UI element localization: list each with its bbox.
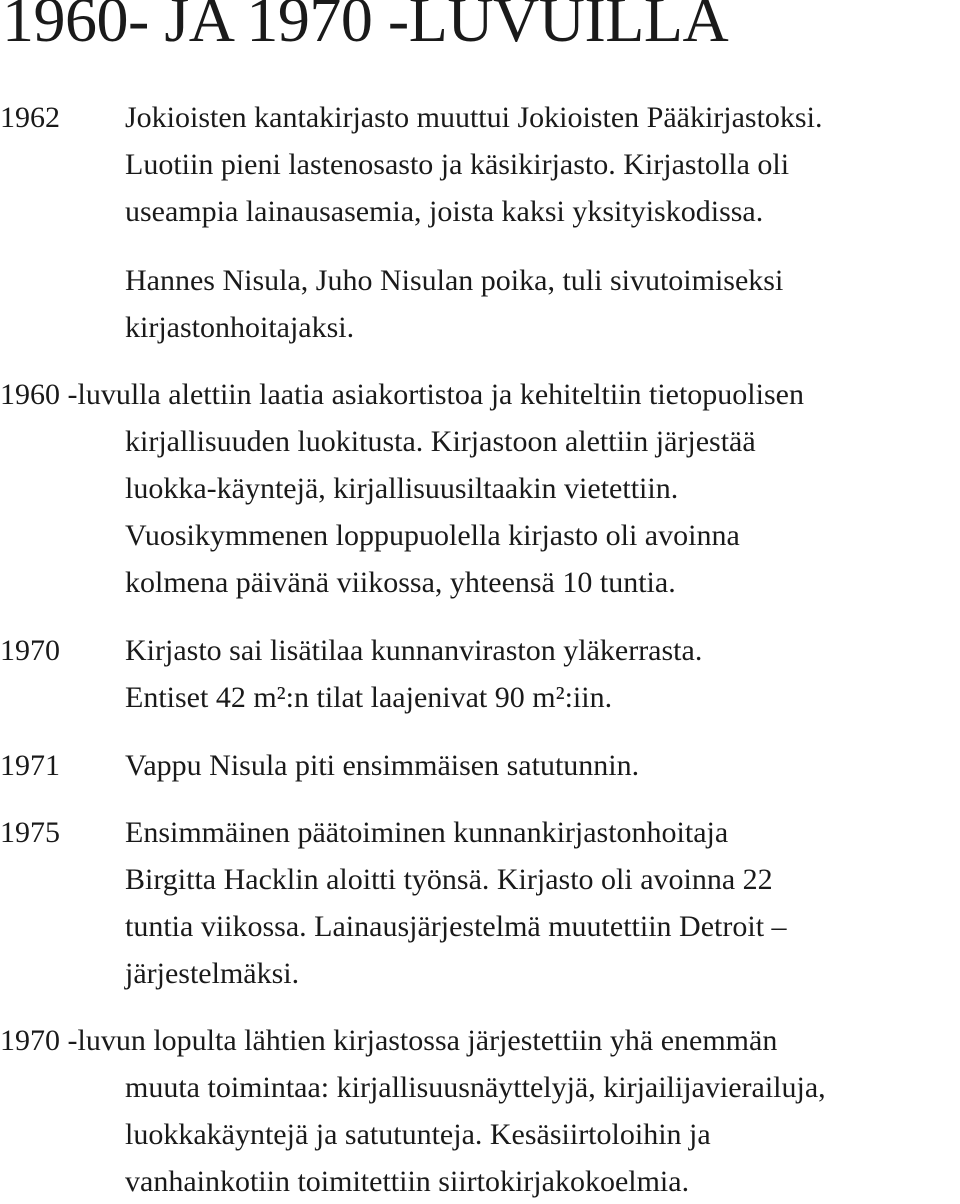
entry-text-line: tuntia viikossa. Lainausjärjestelmä muutettiin Detroit – xyxy=(125,910,787,943)
entry-year: 1962 xyxy=(0,101,60,134)
entry-text-line: luokkakäyntejä ja satutunteja. Kesäsiirtoloihin ja xyxy=(125,1118,711,1151)
entry-year: 1970 xyxy=(0,634,60,667)
entry-text-line: Vuosikymmenen loppupuolella kirjasto oli avoinna xyxy=(125,519,740,552)
entry-text-line: Luotiin pieni lastenosasto ja käsikirjasto. Kirjastolla oli xyxy=(125,148,790,181)
entry-year: 1975 xyxy=(0,816,60,849)
entry-text-line: Hannes Nisula, Juho Nisulan poika, tuli sivutoimiseksi xyxy=(125,264,784,297)
entry-text-line: vanhainkotiin toimitettiin siirtokirjakokoelmia. xyxy=(125,1165,690,1198)
entry-text-line: Entiset 42 m²:n tilat laajenivat 90 m²:iin. xyxy=(125,681,613,714)
page-title: 1960- JA 1970 -LUVUILLA xyxy=(2,0,729,55)
entry-text-line: järjestelmäksi. xyxy=(125,957,300,990)
entry-lead-line: 1960 -luvulla alettiin laatia asiakortistoa ja kehiteltiin tietopuolisen xyxy=(0,378,804,411)
entry-lead-line: 1970 -luvun lopulta lähtien kirjastossa järjestettiin yhä enemmän xyxy=(0,1024,778,1057)
entry-text-line: Kirjasto sai lisätilaa kunnanviraston yläkerrasta. xyxy=(125,634,703,667)
entry-text-line: luokka-käyntejä, kirjallisuusiltaakin vietettiin. xyxy=(125,472,679,505)
entry-text-line: Ensimmäinen päätoiminen kunnankirjastonhoitaja xyxy=(125,816,729,849)
entry-text-line: Vappu Nisula piti ensimmäisen satutunnin. xyxy=(125,749,640,782)
entry-text-line: kirjastonhoitajaksi. xyxy=(125,311,355,344)
entry-text-line: kirjallisuuden luokitusta. Kirjastoon alettiin järjestää xyxy=(125,425,756,458)
entry-text-line: Birgitta Hacklin aloitti työnsä. Kirjasto oli avoinna 22 xyxy=(125,863,773,896)
entry-text-line: Jokioisten kantakirjasto muuttui Jokioisten Pääkirjastoksi. xyxy=(125,101,823,134)
entry-year: 1971 xyxy=(0,749,60,782)
entry-text-line: muuta toimintaa: kirjallisuusnäyttelyjä, kirjailijavierailuja, xyxy=(125,1071,826,1104)
entry-text-line: kolmena päivänä viikossa, yhteensä 10 tuntia. xyxy=(125,566,676,599)
entry-text-line: useampia lainausasemia, joista kaksi yksityiskodissa. xyxy=(125,195,764,228)
